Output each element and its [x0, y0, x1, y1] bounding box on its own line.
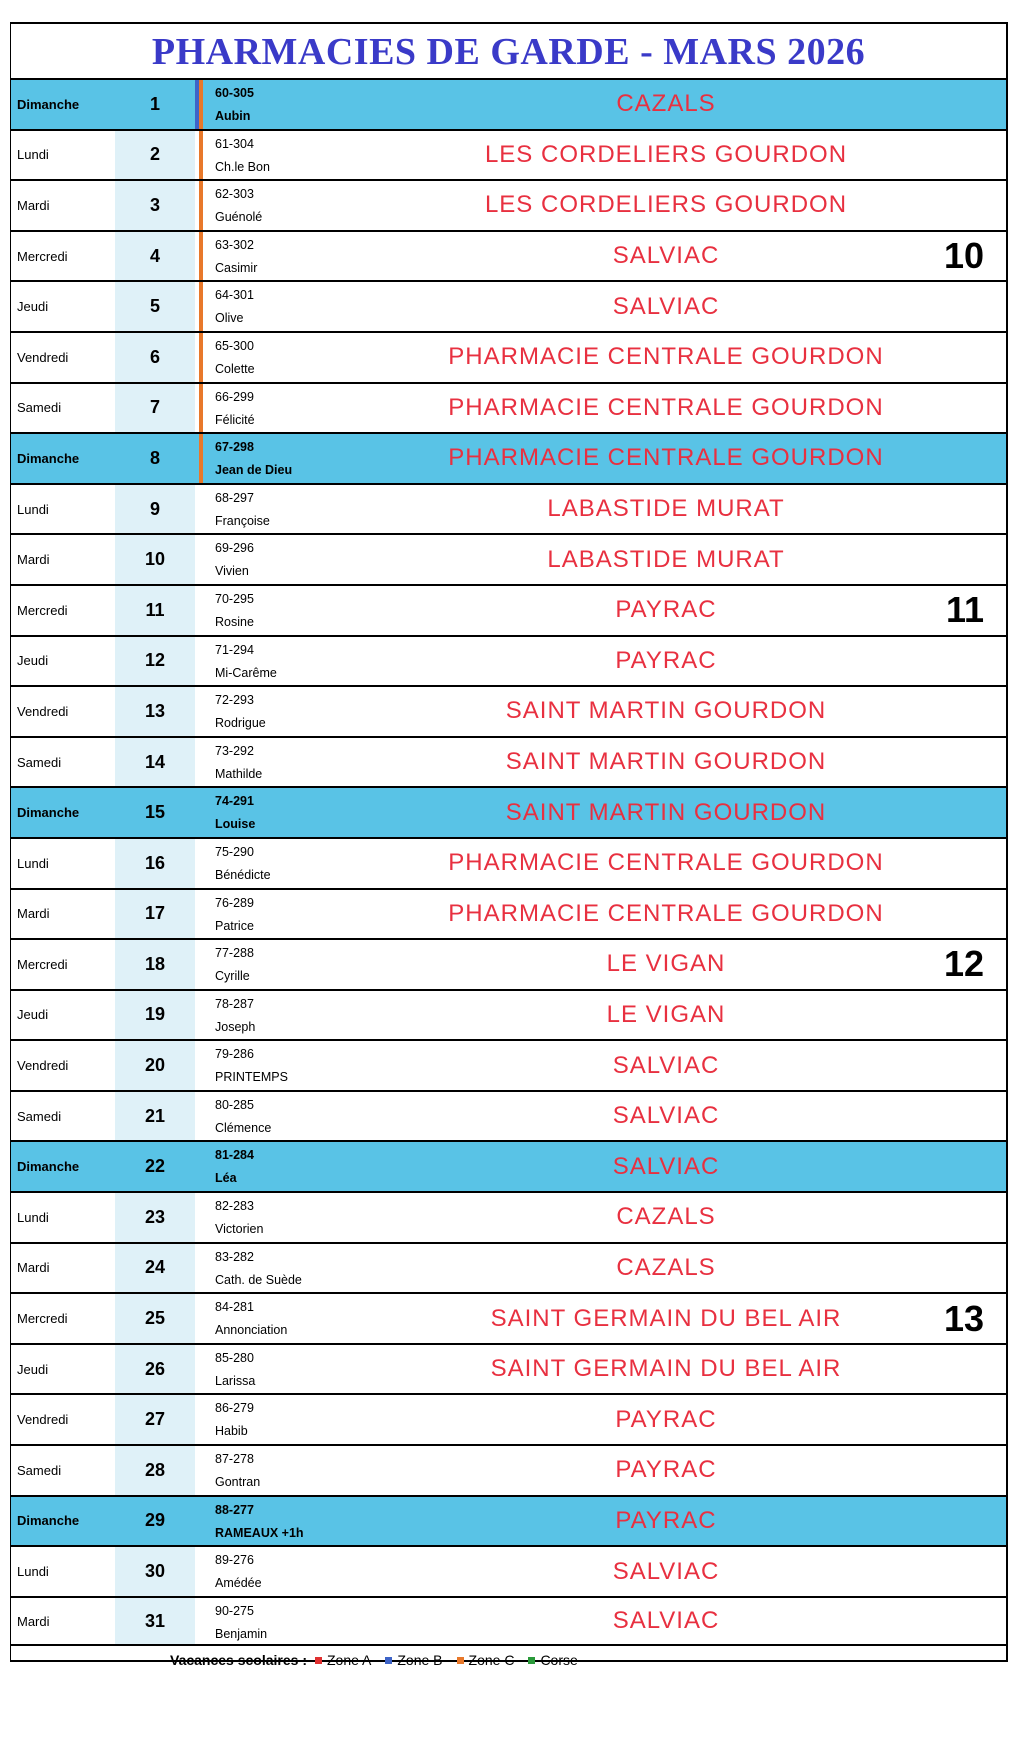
saint-cell	[215, 183, 415, 229]
day-code: 68-297	[215, 490, 254, 505]
saint-cell	[215, 537, 415, 583]
day-number: 16	[115, 839, 195, 888]
day-code: 88-277	[215, 1502, 254, 1517]
pharmacy-name: SAINT GERMAIN DU BEL AIR	[490, 1304, 842, 1332]
day-name: Mardi	[17, 1613, 50, 1629]
day-number: 30	[115, 1547, 195, 1596]
pharmacy-name: PAYRAC	[615, 596, 717, 624]
table-row	[11, 1444, 1006, 1495]
pharmacy-name: CAZALS	[616, 90, 716, 118]
saint-cell	[215, 841, 415, 887]
saint-name: Cath. de Suède	[215, 1272, 302, 1287]
pharmacy-name: LABASTIDE MURAT	[547, 495, 785, 523]
pharmacy-name: SALVIAC	[612, 1051, 720, 1079]
table-row	[11, 1242, 1006, 1293]
day-code: 69-296	[215, 541, 254, 556]
day-name: Mercredi	[17, 1311, 68, 1327]
saint-cell	[215, 993, 415, 1039]
day-code: 64-301	[215, 288, 254, 303]
legend-item-label: Zone B	[397, 1652, 443, 1668]
table-row	[11, 1596, 1006, 1647]
table-row	[11, 78, 1006, 129]
pharmacy-name: CAZALS	[616, 1253, 716, 1281]
saint-name: Colette	[215, 361, 255, 376]
day-code: 73-292	[215, 743, 254, 758]
saint-cell	[215, 1347, 415, 1393]
legend-item-zone-b	[385, 1652, 442, 1668]
saint-name: Benjamin	[215, 1626, 268, 1641]
zone-a-swatch-icon	[315, 1657, 322, 1664]
day-name: Lundi	[17, 855, 49, 871]
saint-cell	[215, 335, 415, 381]
zone-c-holiday-bar	[199, 80, 203, 129]
saint-cell	[215, 1195, 415, 1241]
day-code: 83-282	[215, 1249, 254, 1264]
pharmacy-name: PAYRAC	[615, 1506, 717, 1534]
saint-name: Ch.le Bon	[215, 159, 270, 174]
day-name: Mardi	[17, 1260, 50, 1276]
saint-cell	[215, 487, 415, 533]
day-code: 70-295	[215, 591, 254, 606]
day-number: 15	[115, 788, 195, 837]
day-number: 7	[115, 384, 195, 433]
table-row	[11, 533, 1006, 584]
zone-c-swatch-icon	[457, 1657, 464, 1664]
table-row	[11, 1545, 1006, 1596]
day-code: 62-303	[215, 187, 254, 202]
zone-c-holiday-bar	[199, 181, 203, 230]
day-code: 80-285	[215, 1097, 254, 1112]
pharmacy-name: LES CORDELIERS GOURDON	[484, 191, 848, 219]
table-row	[11, 331, 1006, 382]
day-name: Mercredi	[17, 602, 68, 618]
day-number: 3	[115, 181, 195, 230]
saint-cell	[215, 1600, 415, 1646]
day-name: Lundi	[17, 1209, 49, 1225]
day-code: 63-302	[215, 237, 254, 252]
day-name: Dimanche	[17, 805, 80, 821]
day-code: 87-278	[215, 1452, 254, 1467]
zone-c-holiday-bar	[199, 282, 203, 331]
day-number: 12	[115, 637, 195, 686]
table-row	[11, 736, 1006, 787]
saint-cell	[215, 942, 415, 988]
day-name: Mardi	[17, 197, 50, 213]
table-row	[11, 685, 1006, 736]
pharmacy-name: PHARMACIE CENTRALE GOURDON	[448, 899, 884, 927]
day-code: 85-280	[215, 1350, 254, 1365]
pharmacy-name: SALVIAC	[612, 1607, 720, 1635]
day-number: 13	[115, 687, 195, 736]
pharmacy-name: LE VIGAN	[606, 950, 726, 978]
pharmacy-name: LE VIGAN	[606, 1000, 726, 1028]
saint-cell	[215, 1448, 415, 1494]
saint-cell	[215, 1296, 415, 1342]
saint-name: Aubin	[215, 109, 251, 123]
week-number: 11	[945, 589, 984, 631]
day-number: 23	[115, 1193, 195, 1242]
day-code: 86-279	[215, 1401, 254, 1416]
pharmacy-name: PAYRAC	[615, 1405, 717, 1433]
table-row	[11, 938, 1006, 989]
saint-name: Vivien	[215, 564, 249, 579]
pharmacy-name: PAYRAC	[615, 1456, 717, 1484]
table-row	[11, 888, 1006, 939]
day-name: Jeudi	[17, 653, 49, 669]
saint-cell	[215, 689, 415, 735]
saint-cell	[215, 1499, 415, 1545]
day-name: Dimanche	[17, 1513, 80, 1529]
table-row	[11, 230, 1006, 281]
day-code: 77-288	[215, 946, 254, 961]
saint-name: Joseph	[215, 1019, 256, 1034]
pharmacy-name: LABASTIDE MURAT	[547, 545, 785, 573]
corse-swatch-icon	[528, 1657, 535, 1664]
table-row	[11, 584, 1006, 635]
zone-c-holiday-bar	[199, 434, 203, 483]
day-number: 22	[115, 1142, 195, 1191]
saint-name: Rodrigue	[215, 716, 266, 731]
day-name: Lundi	[17, 147, 49, 163]
pharmacy-name: SALVIAC	[612, 242, 720, 270]
table-row	[11, 382, 1006, 433]
day-number: 8	[115, 434, 195, 483]
day-code: 81-284	[215, 1148, 254, 1163]
day-name: Lundi	[17, 501, 49, 517]
saint-name: RAMEAUX +1h	[215, 1525, 304, 1540]
day-code: 65-300	[215, 338, 254, 353]
legend-item-label: Zone A	[327, 1652, 372, 1668]
table-row	[11, 432, 1006, 483]
zone-b-swatch-icon	[385, 1657, 392, 1664]
day-name: Dimanche	[17, 96, 80, 112]
day-name: Vendredi	[17, 703, 69, 719]
saint-name: Françoise	[215, 513, 270, 528]
day-name: Samedi	[17, 1108, 62, 1124]
day-code: 79-286	[215, 1047, 254, 1062]
week-number: 10	[943, 235, 984, 277]
saint-name: Gontran	[215, 1475, 261, 1490]
legend-item-zone-a	[315, 1652, 371, 1668]
saint-name: Guénolé	[215, 210, 263, 225]
day-code: 89-276	[215, 1553, 254, 1568]
pharmacy-name: SALVIAC	[612, 292, 720, 320]
legend-item-zone-c	[457, 1652, 515, 1668]
day-name: Dimanche	[17, 1159, 80, 1175]
saint-name: Larissa	[215, 1373, 256, 1388]
table-row	[11, 1292, 1006, 1343]
saint-name: Amédée	[215, 1576, 262, 1591]
saint-name: Clémence	[215, 1120, 272, 1135]
saint-cell	[215, 588, 415, 634]
saint-name: Jean de Dieu	[215, 463, 293, 478]
legend-label: Vacances scolaires :	[170, 1652, 307, 1668]
saint-name: Louise	[215, 817, 256, 832]
pharmacy-name: SAINT GERMAIN DU BEL AIR	[490, 1355, 842, 1383]
table-row	[11, 1191, 1006, 1242]
day-code: 71-294	[215, 642, 254, 657]
day-name: Jeudi	[17, 1361, 49, 1377]
day-number: 4	[115, 232, 195, 281]
day-number: 5	[115, 282, 195, 331]
saint-name: Mathilde	[215, 766, 263, 781]
saint-name: Victorien	[215, 1222, 264, 1237]
table-row	[11, 1090, 1006, 1141]
day-code: 74-291	[215, 794, 254, 809]
day-number: 10	[115, 535, 195, 584]
legend-item-label: Zone C	[468, 1652, 515, 1668]
table-row	[11, 1039, 1006, 1090]
table-row	[11, 635, 1006, 686]
day-number: 27	[115, 1395, 195, 1444]
saint-cell	[215, 82, 415, 128]
day-number: 11	[115, 586, 195, 635]
day-number: 1	[115, 80, 195, 129]
day-name: Mercredi	[17, 248, 68, 264]
day-number: 9	[115, 485, 195, 534]
saint-cell	[215, 436, 415, 482]
table-row	[11, 837, 1006, 888]
day-code: 66-299	[215, 389, 254, 404]
pharmacy-name: PHARMACIE CENTRALE GOURDON	[448, 849, 884, 877]
table-row	[11, 1393, 1006, 1444]
saint-cell	[215, 386, 415, 432]
page-title: PHARMACIES DE GARDE - MARS 2026	[151, 31, 866, 73]
day-code: 67-298	[215, 440, 254, 455]
day-name: Jeudi	[17, 299, 49, 315]
day-name: Samedi	[17, 1462, 62, 1478]
zone-c-holiday-bar	[199, 232, 203, 281]
saint-name: Habib	[215, 1424, 248, 1439]
legend-item-corse	[528, 1652, 577, 1668]
saint-cell	[215, 1246, 415, 1292]
saint-name: PRINTEMPS	[215, 1070, 288, 1085]
saint-cell	[215, 639, 415, 685]
day-code: 90-275	[215, 1603, 254, 1618]
week-number: 13	[943, 1297, 984, 1339]
day-code: 61-304	[215, 136, 254, 151]
table-row	[11, 129, 1006, 180]
saint-cell	[215, 1043, 415, 1089]
saint-name: Annonciation	[215, 1323, 288, 1338]
saint-cell	[215, 790, 415, 836]
day-name: Mardi	[17, 552, 50, 568]
day-name: Mardi	[17, 906, 50, 922]
pharmacy-name: LES CORDELIERS GOURDON	[484, 140, 848, 168]
saint-name: Cyrille	[215, 969, 250, 984]
calendar-sheet	[10, 22, 1008, 1662]
saint-name: Casimir	[215, 260, 258, 275]
day-number: 21	[115, 1092, 195, 1141]
legend	[170, 1652, 584, 1668]
zone-c-holiday-bar	[199, 333, 203, 382]
saint-cell	[215, 284, 415, 330]
table-row	[11, 483, 1006, 534]
day-name: Samedi	[17, 400, 62, 416]
saint-cell	[215, 1144, 415, 1190]
pharmacy-name: SALVIAC	[612, 1557, 720, 1585]
saint-name: Mi-Carême	[215, 665, 277, 680]
pharmacy-name: SAINT MARTIN GOURDON	[505, 697, 827, 725]
saint-name: Bénédicte	[215, 867, 271, 882]
saint-cell	[215, 892, 415, 938]
day-name: Mercredi	[17, 956, 68, 972]
day-number: 29	[115, 1497, 195, 1546]
pharmacy-name: SALVIAC	[612, 1152, 720, 1180]
day-code: 72-293	[215, 693, 254, 708]
day-number: 2	[115, 131, 195, 180]
saint-name: Rosine	[215, 614, 254, 629]
day-number: 6	[115, 333, 195, 382]
saint-name: Léa	[215, 1171, 237, 1186]
saint-cell	[215, 1549, 415, 1595]
pharmacy-name: SALVIAC	[612, 1102, 720, 1130]
day-number: 14	[115, 738, 195, 787]
day-code: 75-290	[215, 844, 254, 859]
day-name: Vendredi	[17, 349, 69, 365]
saint-cell	[215, 1397, 415, 1443]
day-name: Lundi	[17, 1564, 49, 1580]
day-number: 20	[115, 1041, 195, 1090]
day-code: 84-281	[215, 1300, 254, 1315]
pharmacy-name: PHARMACIE CENTRALE GOURDON	[448, 444, 884, 472]
saint-cell	[215, 740, 415, 786]
day-number: 26	[115, 1345, 195, 1394]
day-number: 24	[115, 1244, 195, 1293]
week-number: 12	[943, 943, 984, 985]
day-number: 17	[115, 890, 195, 939]
pharmacy-name: PAYRAC	[615, 646, 717, 674]
day-number: 18	[115, 940, 195, 989]
day-number: 28	[115, 1446, 195, 1495]
table-row	[11, 280, 1006, 331]
pharmacy-name: PHARMACIE CENTRALE GOURDON	[448, 393, 884, 421]
saint-cell	[215, 1094, 415, 1140]
day-name: Jeudi	[17, 1007, 49, 1023]
zone-c-holiday-bar	[199, 131, 203, 180]
saint-name: Patrice	[215, 918, 254, 933]
day-code: 82-283	[215, 1199, 254, 1214]
day-name: Vendredi	[17, 1058, 69, 1074]
table-row	[11, 1343, 1006, 1394]
table-row	[11, 179, 1006, 230]
zone-c-holiday-bar	[199, 384, 203, 433]
day-code: 76-289	[215, 895, 254, 910]
day-name: Dimanche	[17, 450, 80, 466]
pharmacy-name: SAINT MARTIN GOURDON	[505, 748, 827, 776]
saint-cell	[215, 133, 415, 179]
saint-cell	[215, 234, 415, 280]
day-code: 78-287	[215, 996, 254, 1011]
day-number: 31	[115, 1598, 195, 1645]
day-code: 60-305	[215, 86, 254, 100]
day-number: 19	[115, 991, 195, 1040]
calendar-table	[11, 78, 1006, 1646]
table-row	[11, 1495, 1006, 1546]
day-name: Vendredi	[17, 1412, 69, 1428]
table-row	[11, 786, 1006, 837]
pharmacy-name: CAZALS	[616, 1203, 716, 1231]
pharmacy-name: PHARMACIE CENTRALE GOURDON	[448, 343, 884, 371]
saint-name: Olive	[215, 311, 244, 326]
day-number: 25	[115, 1294, 195, 1343]
pharmacy-name: SAINT MARTIN GOURDON	[505, 798, 827, 826]
saint-name: Félicité	[215, 412, 255, 427]
legend-item-label: Corse	[540, 1652, 578, 1668]
day-name: Samedi	[17, 754, 62, 770]
table-row	[11, 1140, 1006, 1191]
table-row	[11, 989, 1006, 1040]
